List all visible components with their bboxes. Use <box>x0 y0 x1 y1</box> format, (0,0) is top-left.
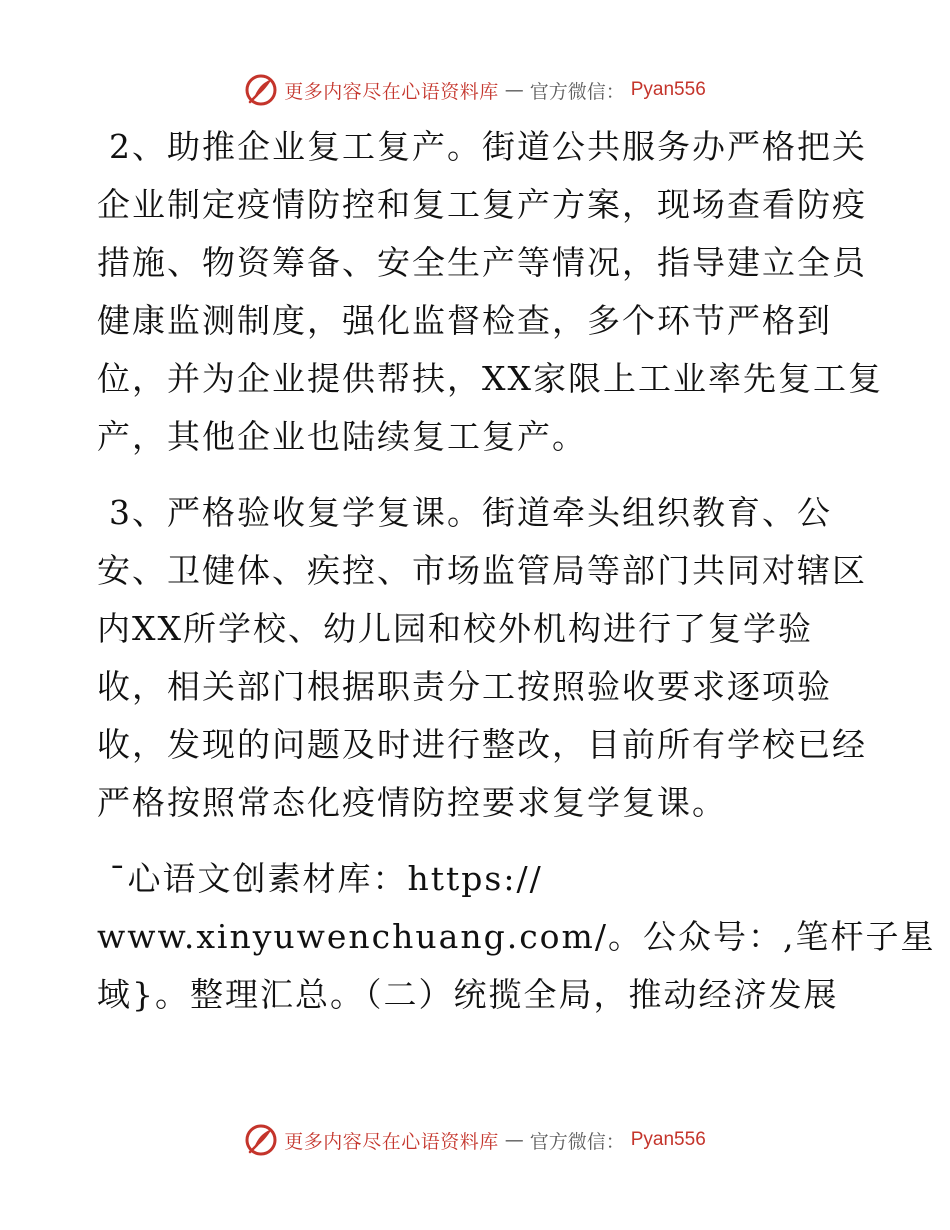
paragraph-resume-work <box>97 118 883 466</box>
paragraph-line: 措施、物资筹备、安全生产等情况，指导建立全员 <box>97 243 867 282</box>
paragraph-line: 严格按照常态化疫情防控要求复学复课。 <box>97 783 727 822</box>
paragraph-line: 收，发现的问题及时进行整改，目前所有学校已经 <box>97 725 867 764</box>
paragraph-line: 产，其他企业也陆续复工复产。 <box>97 417 587 456</box>
brand-text: 更多内容尽在心语资料库 <box>284 80 499 103</box>
wechat-label: 官方微信： <box>529 1130 625 1153</box>
brand-text: 更多内容尽在心语资料库 <box>284 1130 499 1153</box>
paragraph-line: ¯心语文创素材库：https:// <box>109 859 543 898</box>
paragraph-line: 3、严格验收复学复课。街道牵头组织教育、公 <box>109 493 832 532</box>
paragraph-line: 收，相关部门根据职责分工按照验收要求逐项验 <box>97 667 832 706</box>
paragraph-source-note <box>97 850 936 1024</box>
paragraph-line: 企业制定疫情防控和复工复产方案，现场查看防疫 <box>97 185 867 224</box>
banner-separator: — <box>504 1129 524 1151</box>
paragraph-line: www.xinyuwenchuang.com/。公众号：,笔杆子星 <box>97 917 936 956</box>
paragraph-resume-school <box>97 484 867 832</box>
paragraph-line: 位，并为企业提供帮扶，XX家限上工业率先复工复 <box>97 359 883 398</box>
footer-banner <box>0 1120 950 1160</box>
feather-quill-icon <box>244 73 278 107</box>
wechat-id: Pyan556 <box>630 79 706 100</box>
paragraph-line: 安、卫健体、疾控、市场监管局等部门共同对辖区 <box>97 551 867 590</box>
paragraph-line: 2、助推企业复工复产。街道公共服务办严格把关 <box>109 127 867 166</box>
paragraph-line: 内XX所学校、幼儿园和校外机构进行了复学验 <box>97 609 813 648</box>
document-body <box>97 118 936 1024</box>
wechat-id: Pyan556 <box>630 1129 706 1150</box>
paragraph-line: 健康监测制度，强化监督检查，多个环节严格到 <box>97 301 832 340</box>
banner-separator: — <box>504 79 524 101</box>
feather-quill-icon <box>244 1123 278 1157</box>
wechat-label: 官方微信： <box>529 80 625 103</box>
header-banner <box>0 70 950 110</box>
paragraph-line: 域}。整理汇总。（二）统揽全局，推动经济发展 <box>97 975 839 1014</box>
